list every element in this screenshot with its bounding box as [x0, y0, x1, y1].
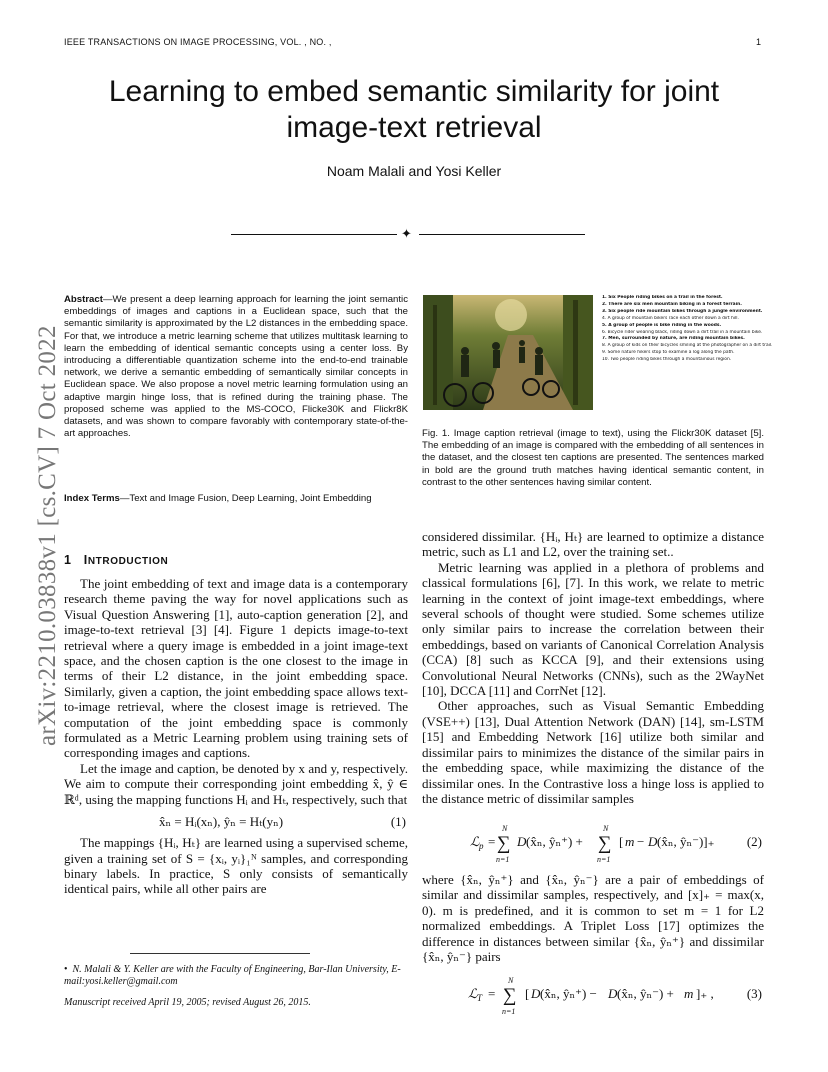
equation-2-formula	[422, 818, 764, 868]
svg-text:N: N	[508, 976, 514, 985]
svg-text:(x̂ₙ, ŷₙ⁻) +: (x̂ₙ, ŷₙ⁻) +	[617, 986, 674, 1001]
paper-title	[40, 74, 788, 146]
svg-text:n=1: n=1	[597, 855, 611, 864]
retrieved-caption: 3. Six people ride mountain bikes through a jungle environment.	[602, 308, 763, 314]
footnote-text: N. Malali & Y. Keller are with the Faculty of Engineering, Bar-Ilan University, E-mail:yosi.keller@gmail.com	[64, 964, 401, 987]
svg-text:m: m	[684, 986, 694, 1001]
svg-text:=: =	[488, 834, 496, 849]
svg-text:=: =	[488, 986, 496, 1001]
svg-text:n=1: n=1	[502, 1007, 516, 1016]
equation-1	[64, 809, 408, 835]
retrieved-caption: 9. Some nature hikers stop to examine a log along the path.	[602, 350, 735, 356]
svg-text:[: [	[525, 986, 530, 1001]
equation-2	[422, 818, 764, 868]
retrieved-caption: 2. There are six men mountain biking in a forest terrain.	[602, 301, 742, 307]
svg-text:N: N	[502, 824, 508, 833]
equation-3	[422, 970, 764, 1020]
page-number: 1	[756, 37, 762, 47]
section-title: INTRODUCTION	[83, 553, 169, 567]
figure-1-photo	[423, 295, 593, 410]
retrieved-caption: 8. A group of kids on their bicycles smiling at the photographer on a dirt trail.	[602, 343, 772, 349]
retrieved-caption: 6. Bicycle rider wearing black, riding down a dirt trail in a mountain bike.	[602, 329, 763, 335]
index-terms	[64, 493, 408, 505]
abstract	[64, 294, 408, 440]
footnote: • N. Malali & Y. Keller are with the Faculty of Engineering, Bar-Ilan University, E-mail:yosi.keller@gmail.com	[64, 964, 401, 987]
equation-2-number: (2)	[746, 834, 762, 849]
abstract-text: —We present a deep learning approach for learning the joint semantic embeddings of images and captions in a Euclidean space, such that the semantic similarity is approximated by the L2 distances in the embedding space. For that, we introduce a metric learning scheme that utilizes multitask learning to learn the embedding of identical semantic concepts using a center loss. By introducing a differentiable quantization scheme into the end-to-end trainable network, we derive a semantic embedding of semantically similar concepts in Euclidean space. We also propose a novel metric learning formulation using an adaptive margin hinge loss, that is refined during the training phase. The proposed scheme was applied to the MS-COCO, Flicke30K and Flickr8K datasets, and was shown to compare favorably with contemporary state-of-the-art approaches.	[64, 294, 408, 440]
equation-1-body: x̂ₙ = Hᵢ(xₙ), ŷₙ = Hₜ(yₙ)	[159, 814, 284, 830]
col2-paragraph-3: where {x̂ₙ, ŷₙ⁺} and {x̂ₙ, ŷₙ⁻} are a pair of embeddings of similar and dissimilar samples, respectively, and [x]₊ = max(x, 0). m is predefined, and it is common to set m = 1 for L2 normalized embeddings. A Triplet Loss [17] optimizes the difference in distances between similar {x̂ₙ, ŷₙ⁺} and dissimilar {x̂ₙ, ŷₙ⁻} pairs	[422, 872, 764, 965]
svg-text:D: D	[517, 834, 527, 849]
index-terms-label: Index Terms	[64, 493, 120, 504]
col2-paragraph-2: Other approaches, such as Visual Semantic Embedding (VSE++) [13], Dual Attention Network (DAN) [14], sm-LSTM [15] and Embedding Network [16] utilize both similar and dissimilar pairs to minimizes the distance of the similar pairs in the embedding space, while maximizing the distance of the dissimilar ones. In the Contrastive loss a hinge loss is applied to the distance metric of dissimilar samples	[422, 698, 764, 806]
journal-header: IEEE TRANSACTIONS ON IMAGE PROCESSING, VOL. , NO. ,	[64, 37, 332, 47]
title-line-1: Learning to embed semantic similarity for joint	[108, 75, 720, 108]
section-heading	[64, 553, 168, 567]
abstract-label: Abstract	[64, 294, 103, 305]
retrieved-caption: 1. Six People riding bikes on a trail in the forest.	[602, 295, 723, 300]
diamond-ornament-icon: ✦	[401, 226, 412, 241]
figure-1-caption: Fig. 1. Image caption retrieval (image to text), using the Flickr30K dataset [5]. The embedding of an image is compared with the embedding of all sentences in the dataset, and the closest ten captions are presented. The sentences marked in bold are the ground truth matches having identical semantic content, in contrast to the other sentences having similar content.	[422, 428, 764, 488]
svg-text:T: T	[477, 993, 483, 1003]
footnote-rule	[130, 953, 310, 954]
index-terms-text: —Text and Image Fusion, Deep Learning, Joint Embedding	[119, 493, 372, 504]
svg-text:(x̂ₙ, ŷₙ⁺) −: (x̂ₙ, ŷₙ⁺) −	[540, 986, 597, 1001]
svg-text:D: D	[608, 986, 618, 1001]
title-line-2: image-text retrieval	[286, 111, 542, 144]
column-2-text-lower	[422, 872, 764, 964]
retrieved-captions-list	[602, 295, 772, 364]
title-divider	[231, 226, 585, 241]
section-number: 1	[64, 553, 72, 567]
svg-text:[: [	[619, 834, 624, 849]
svg-text:(x̂ₙ, ŷₙ⁻)]₊: (x̂ₙ, ŷₙ⁻)]₊	[657, 834, 715, 849]
retrieved-caption: 7. Men, surrounded by nature, are riding mountain bikes.	[602, 336, 745, 342]
svg-text:ℒ: ℒ	[470, 834, 480, 849]
intro-paragraph-3: The mappings {Hᵢ, Hₜ} are learned using a supervised scheme, given a training set of S = {xᵢ, yᵢ}₁ᴺ samples, and corresponding binary labels. In practice, S only consists of semantically identical pairs, while all other pairs are	[64, 835, 408, 897]
col2-paragraph-1: Metric learning was applied in a plethora of problems and classical formulations [6], [7]. In this work, we relate to metric learning in the context of joint image-text embeddings, where several schools of thought were studied. Some schemes utilize only similar pairs to increase the correlation between their embeddings, based on variants of Canonical Correlation Analysis (CCA) [8] such as KCCA [9], and their extensions using Convolutional Neural Networks (CNNs), such as the 2WayNet [10], DCCA [11] and CorrNet [12].	[422, 559, 764, 699]
svg-text:(x̂ₙ, ŷₙ⁺) +: (x̂ₙ, ŷₙ⁺) +	[526, 834, 583, 849]
svg-text:−: −	[637, 834, 645, 849]
retrieved-caption: 4. A group of mountain bikers race each other down a dirt hill.	[602, 315, 739, 321]
svg-text:N: N	[603, 824, 609, 833]
svg-text:]₊ ,: ]₊ ,	[696, 986, 714, 1001]
svg-text:ℒ: ℒ	[468, 986, 478, 1001]
retrieved-caption: 5. A group of people is bike riding in the woods.	[602, 322, 722, 328]
intro-paragraph-2: Let the image and caption, be denoted by x and y, respectively. We aim to compute their corresponding joint embedding x̂, ŷ ∈ ℝᵈ, using the mapping functions Hᵢ and Hₜ, respectively, such that	[64, 760, 408, 807]
forest-bikers-image	[423, 295, 593, 410]
svg-text:D: D	[531, 986, 541, 1001]
svg-text:∑: ∑	[497, 833, 511, 854]
column-2-text	[422, 529, 764, 806]
svg-text:∑: ∑	[503, 985, 517, 1006]
svg-text:D: D	[648, 834, 658, 849]
equation-3-number: (3)	[746, 986, 762, 1001]
manuscript-note: Manuscript received April 19, 2005; revised August 26, 2015.	[64, 997, 311, 1008]
svg-text:n=1: n=1	[496, 855, 510, 864]
arxiv-stamp	[0, 296, 61, 746]
svg-text:∑: ∑	[598, 833, 612, 854]
equation-3-formula	[422, 970, 764, 1020]
equation-1-number: (1)	[390, 814, 406, 830]
intro-paragraph-1: The joint embedding of text and image data is a contemporary research theme paving the way for novel applications such as Visual Question Answering [1], auto-caption generation [2], and image-to-text retrieval [3] [4]. Figure 1 depicts image-to-text retrieval where a query image is embedded in a joint image-text space, and the chosen caption is the one closest to the image in terms of their L2 distance, in the joint embedding space. Similarly, given a caption, the joint embedding space allows text-to-image retrieval, where the closest image is retrieved. The computation of the joint embedding space is commonly formulated as a Metric Learning problem using training sets of corresponding images and captions.	[64, 576, 408, 761]
authors: Noam Malali and Yosi Keller	[326, 163, 502, 179]
column-1-text	[64, 576, 408, 897]
col2-continuation: considered dissimilar. {Hᵢ, Hₜ} are learned to optimize a distance metric, such as L1 and L2, over the training set..	[422, 529, 764, 560]
svg-text:p: p	[479, 841, 484, 851]
arxiv-stamp-text: arXiv:2210.03838v1 [cs.CV] 7 Oct 2022	[34, 325, 61, 746]
svg-text:m: m	[625, 834, 635, 849]
retrieved-caption: 10. Two people riding bikes through a mountainous region.	[602, 357, 732, 363]
